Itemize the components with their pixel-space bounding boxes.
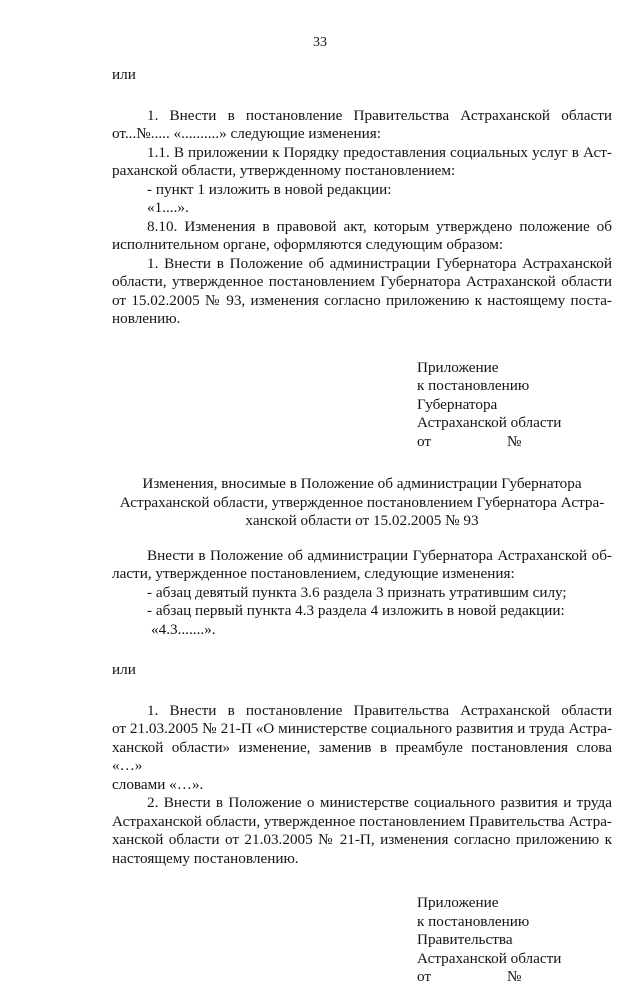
paragraph-amend-ministry-resolution	[112, 702, 612, 795]
appendix-header-governor	[417, 359, 617, 452]
text-line: 1. Внести в Положение об администрации Губернатора Астраханской	[147, 254, 612, 272]
text-line: ханской области» изменение, заменив в преамбуле постановления слова «…»	[112, 738, 612, 774]
document-body	[112, 66, 612, 987]
appendix-line: к постановлению	[417, 912, 530, 930]
appendix-line: Приложение	[417, 358, 499, 376]
appendix-line: Астраханской области	[417, 949, 562, 967]
text-line: исполнительном органе, оформляются следующим образом:	[112, 236, 504, 253]
text-line: 1.1. В приложении к Порядку предоставления социальных услуг в Аст-	[147, 143, 612, 161]
paragraph-quote: «1....».	[147, 199, 189, 216]
appendix-line: к постановлению	[417, 377, 530, 394]
page-number: 33	[313, 35, 327, 50]
text-line: от 15.02.2005 № 93, изменения согласно приложению к настоящему поста-	[112, 291, 612, 309]
appendix-header-government	[417, 894, 617, 987]
text-line: 1. Внести в постановление Правительства Астраханской области	[147, 106, 612, 124]
alternative-marker: или	[112, 661, 136, 678]
text-line: настоящему постановлению.	[112, 849, 299, 867]
appendix-line: Астраханской области	[417, 414, 562, 431]
paragraph-quote: «4.3.......».	[151, 620, 216, 638]
paragraph-amend-resolution	[112, 107, 612, 144]
text-line: Внести в Положение об администрации Губернатора Астраханской об-	[147, 546, 612, 564]
title-line: Изменения, вносимые в Положение об администрации Губернатора	[142, 475, 582, 492]
text-line: от...№..... «..........» следующие изменения:	[112, 125, 381, 142]
appendix-line: от №	[417, 968, 522, 985]
text-line: 1. Внести в постановление Правительства Астраханской области	[147, 701, 612, 719]
text-line: 8.10. Изменения в правовой акт, которым утверждено положение об	[147, 217, 612, 235]
paragraph-point: - пункт 1 изложить в новой редакции:	[147, 180, 392, 198]
text-line: ласти, утвержденное постановлением, следующие изменения:	[112, 565, 515, 582]
text-line: словами «…».	[112, 775, 204, 793]
paragraph-amend-regulation	[112, 255, 612, 329]
text-line: ханской области от 21.03.2005 № 21-П, изменения согласно приложению к	[112, 831, 612, 848]
text-line: новлению.	[112, 310, 181, 327]
paragraph-point: - абзац девятый пункта 3.6 раздела 3 признать утратившим силу;	[147, 583, 567, 601]
appendix-line: от №	[417, 432, 522, 450]
text-line: области, утвержденное постановлением Губернатора Астраханской области	[112, 273, 612, 290]
alternative-marker: или	[112, 66, 136, 83]
paragraph-amend-ministry-regulation	[112, 794, 612, 868]
title-line: Астраханской области, утвержденное постановлением Губернатора Астра-	[119, 493, 605, 511]
text-line: 2. Внести в Положение о министерстве социального развития и труда	[147, 794, 612, 811]
text-line: раханской области, утвержденному постановлением:	[112, 162, 456, 179]
appendix-line: Губернатора	[417, 395, 498, 413]
title-line: ханской области от 15.02.2005 № 93	[245, 512, 479, 529]
text-line: Астраханской области, утвержденное постановлением Правительства Астра-	[112, 812, 612, 830]
appendix-line: Правительства	[417, 931, 513, 948]
paragraph-appendix-change	[112, 144, 612, 181]
text-line: от 21.03.2005 № 21-П «О министерстве социального развития и труда Астра-	[112, 720, 612, 737]
paragraph-8-10	[112, 218, 612, 255]
paragraph-changes-intro	[112, 547, 612, 584]
appendix-line: Приложение	[417, 894, 499, 911]
changes-title	[112, 475, 612, 531]
paragraph-point: - абзац первый пункта 4.3 раздела 4 изложить в новой редакции:	[147, 602, 565, 619]
